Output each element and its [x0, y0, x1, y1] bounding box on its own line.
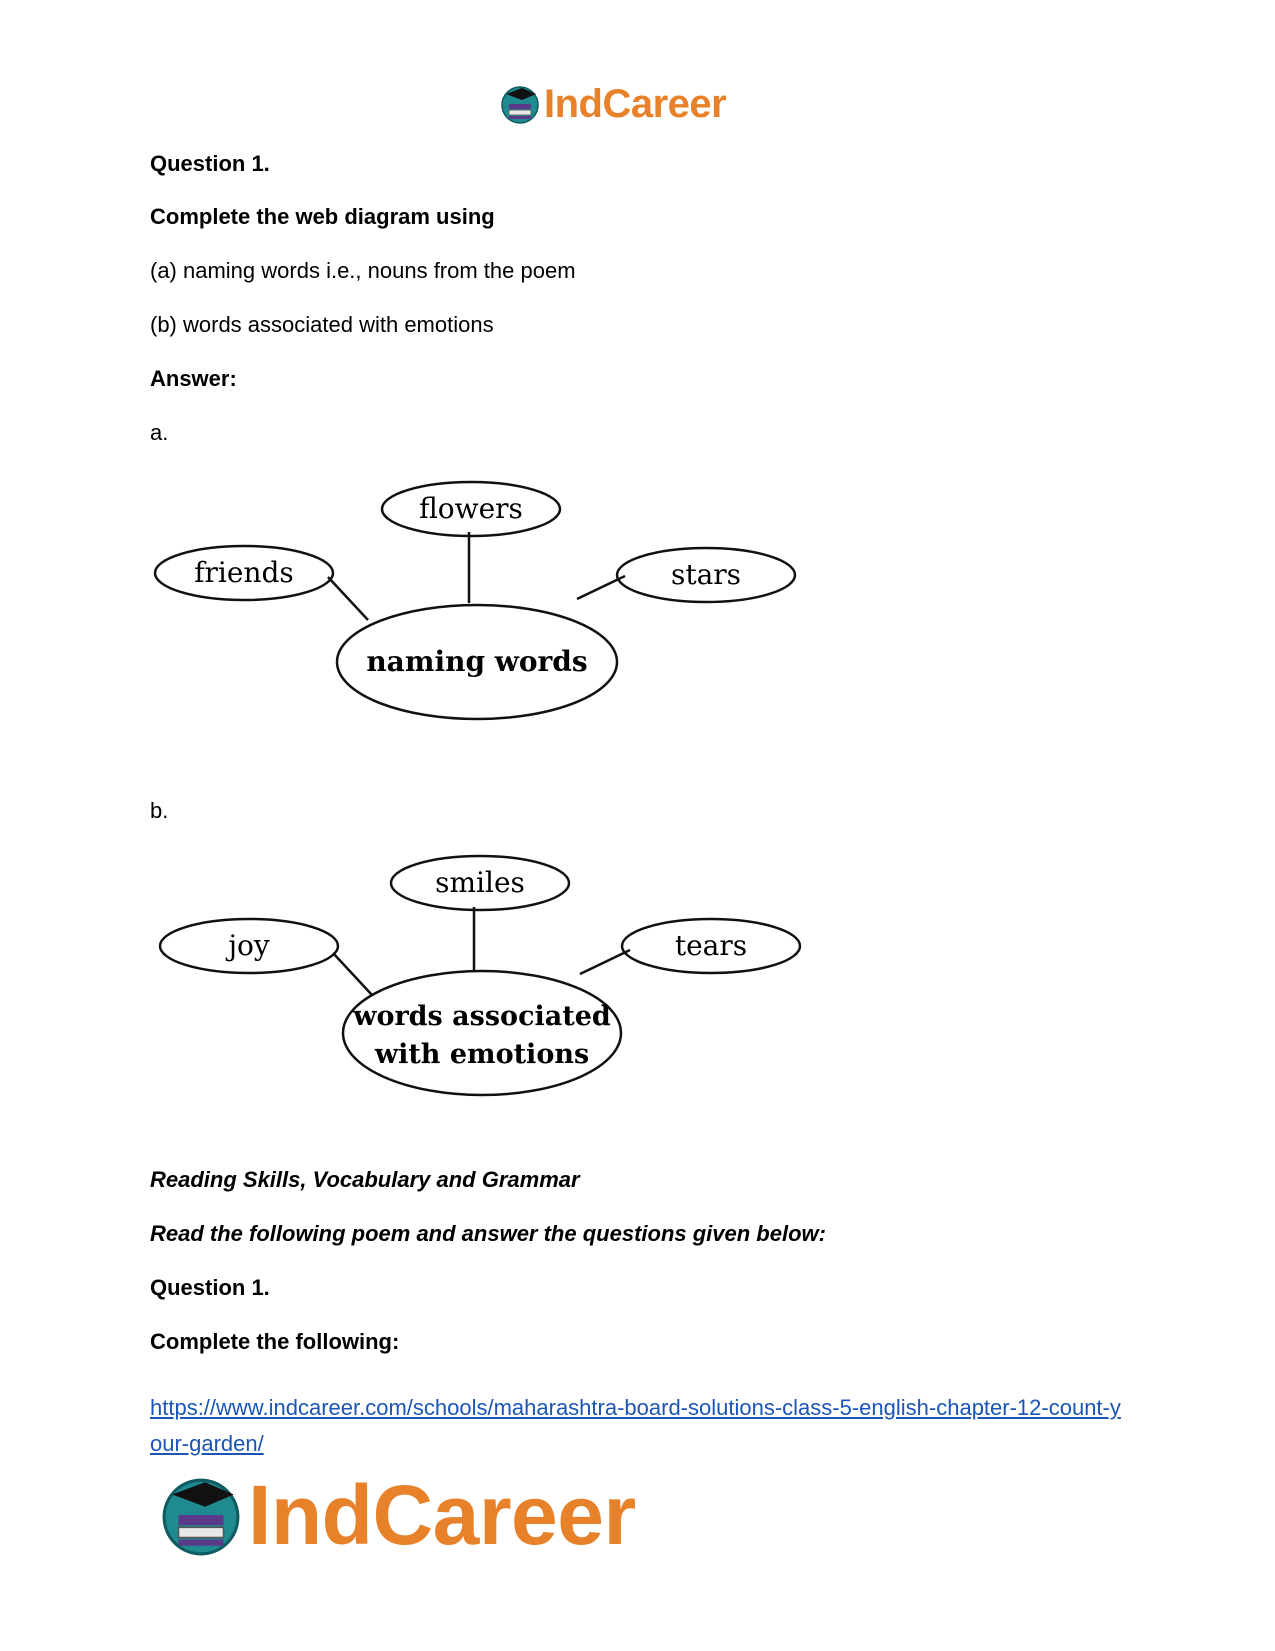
section-instruction: Read the following poem and answer the questions given below:	[150, 1221, 826, 1246]
web-diagram-naming-words	[145, 475, 825, 735]
node-right-label: tears	[674, 929, 748, 962]
web-diagram-emotions	[150, 850, 830, 1110]
book-globe-icon	[500, 84, 540, 124]
question-part-a: (a) naming words i.e., nouns from the poem	[150, 258, 576, 283]
brand-name: IndCareer	[544, 81, 727, 126]
node-right-label: stars	[670, 558, 742, 591]
node-top-label: smiles	[435, 866, 525, 899]
question-instruction-2: Complete the following:	[150, 1329, 400, 1354]
question-title: Question 1.	[150, 151, 270, 176]
answer-label-b: b.	[150, 798, 169, 823]
question-title-2: Question 1.	[150, 1275, 270, 1300]
connector-right	[580, 950, 630, 974]
connector-left	[328, 577, 368, 620]
answer-label-a: a.	[150, 420, 169, 445]
node-center	[343, 971, 621, 1095]
question-part-b: (b) words associated with emotions	[150, 312, 494, 337]
node-left-label: joy	[228, 929, 270, 962]
section-heading: Reading Skills, Vocabulary and Grammar	[150, 1167, 580, 1192]
answer-label: Answer:	[150, 366, 237, 391]
question-instruction: Complete the web diagram using	[150, 204, 495, 229]
brand-name: IndCareer	[248, 1467, 636, 1562]
node-left-label: friends	[194, 556, 294, 589]
node-center-label-line1: words associated	[353, 1001, 611, 1032]
node-top-label: flowers	[419, 492, 523, 525]
indcareer-logo-top	[500, 78, 726, 130]
node-center-label: naming words	[366, 645, 588, 678]
indcareer-logo-bottom	[160, 1467, 636, 1562]
node-center-label-line2: with emotions	[374, 1039, 590, 1070]
connector-left	[333, 953, 372, 995]
book-globe-icon	[160, 1474, 242, 1556]
source-link[interactable]: https://www.indcareer.com/schools/maharashtra-board-solutions-class-5-english-chapter-12-count-your-garden/	[150, 1395, 1121, 1456]
